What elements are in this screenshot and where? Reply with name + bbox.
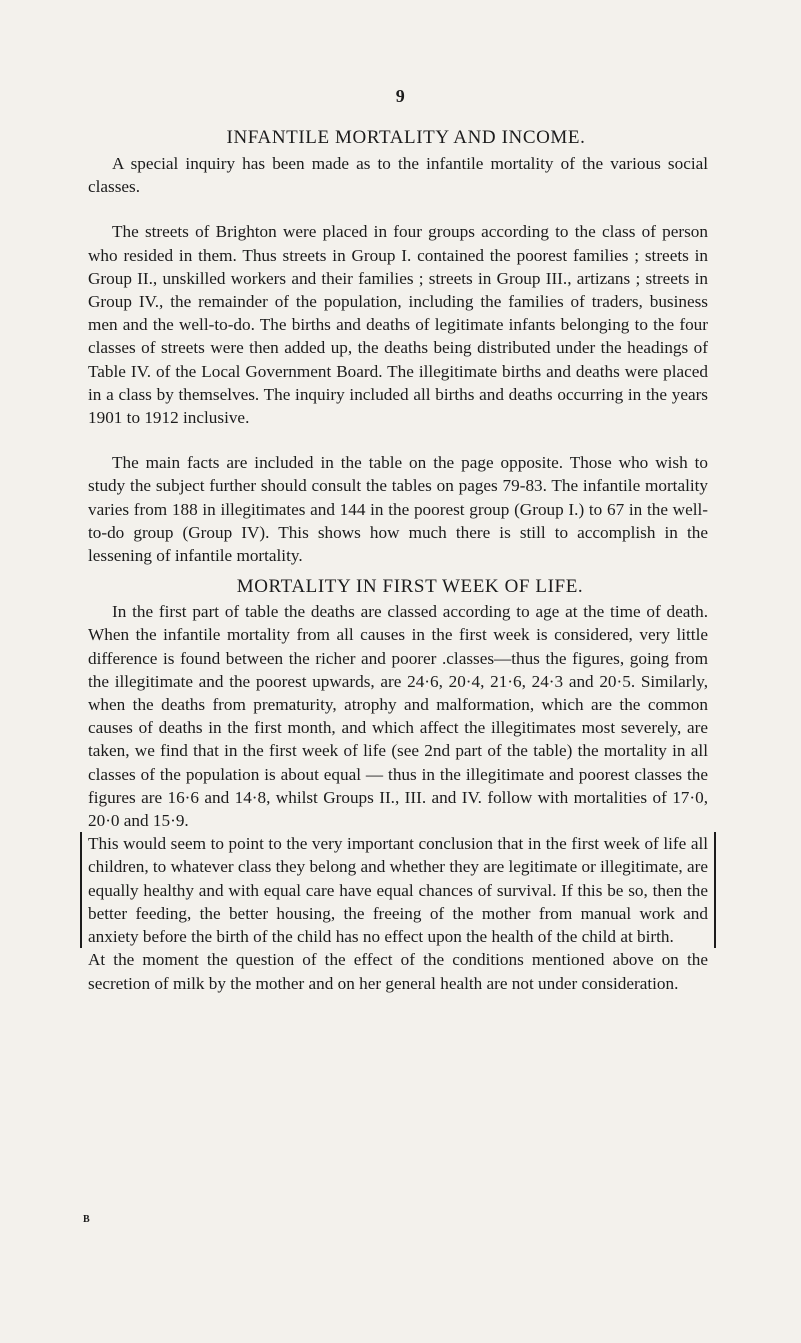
paragraph-intro: A special inquiry has been made as to the infantile mortality of the various social classes. (88, 154, 708, 197)
main-heading: INFANTILE MORTALITY AND INCOME. (226, 127, 586, 148)
paragraph-conclusion-marked: This would seem to point to the very important conclusion that in the first week of life all children, to whatever class they belong and whether they are legitimate or illegitimate, are equally healthy and with equal care have equal chances of survival. If this be so, then the better feeding, the better housing, the freeing of the mother from manual work and anxiety before the birth of the child has no effect upon the health of the child at birth. (80, 832, 716, 948)
signature-mark: B (83, 1214, 90, 1225)
paragraph-street-groups: The streets of Brighton were placed in four groups according to the class of person who resided in them. Thus streets in Group I. contained the poorest families ; streets in Group II., unskilled workers and their families ; streets in Group III., artizans ; streets in Group IV., the remainder of the population, including the families of traders, business men and the well-to-do. The births and deaths of legitimate infants belonging to the four classes of streets were then added up, the deaths being distributed under the headings of Table IV. of the Local Government Board. The illegitimate births and deaths were placed in a class by themselves. The inquiry included all births and deaths occurring in the years 1901 to 1912 inclusive. (88, 222, 708, 428)
paragraph-main-facts: The main facts are included in the table on the page opposite. Those who wish to study the subject further should consult the tables on pages 79-83. The infantile mortality varies from 188 in illegitimates and 144 in the poorest group (Group I.) to 67 in the well-to-do group (Group IV). This shows how much there is still to accomplish in the lessening of infantile mortality. (88, 453, 708, 566)
section-heading: MORTALITY IN FIRST WEEK OF LIFE. (236, 576, 584, 598)
page-body (88, 126, 708, 995)
page-number: 9 (395, 86, 406, 106)
paragraph-closing: At the moment the question of the effect of the conditions mentioned above on the secretion of milk by the mother and on her general health are not under consideration. (88, 950, 708, 993)
paragraph-first-week: In the first part of table the deaths are classed according to age at the time of death. When the infantile mortality from all causes in the first week is considered, very little difference is found between the richer and poorer .classes—thus the figures, going from the illegitimate and the poorest upwards, are 24·6, 20·4, 21·6, 24·3 and 20·5. Similarly, when the deaths from prematurity, atrophy and malformation, which are the common causes of deaths in the first month, and which affect the illegitimates most severely, are taken, we find that in the first week of life (see 2nd part of the table) the mortality in all classes of the population is about equal — thus in the illegitimate and poorest classes the figures are 16·6 and 14·8, whilst Groups II., III. and IV. follow with mortalities of 17·0, 20·0 and 15·9. (88, 602, 708, 831)
